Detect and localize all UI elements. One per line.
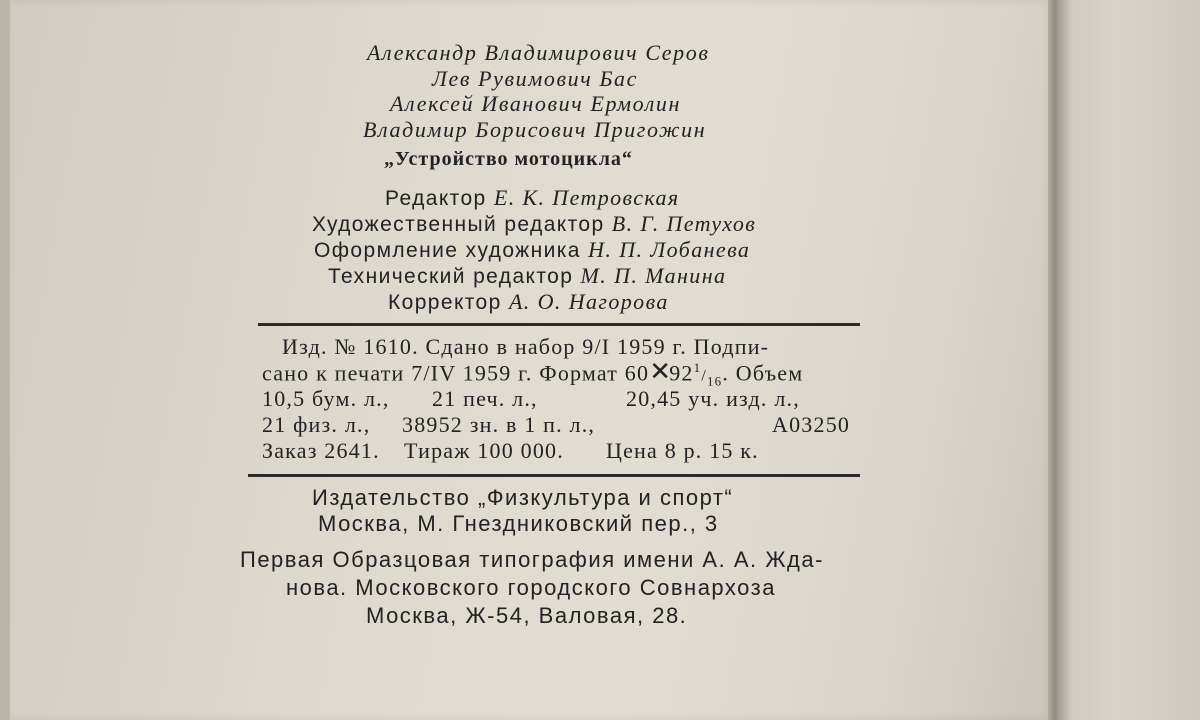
imprint-line: сано к печати 7/IV 1959 г. Формат $60✕92^1/_{16}$. Объем <box>262 357 804 389</box>
printer-address: Москва, Ж-54, Валовая, 28. <box>366 603 688 628</box>
book-title: „Устройство мотоцикла“ <box>384 148 633 170</box>
credit-name: Е. К. Петровская <box>493 185 680 210</box>
divider-rule <box>258 323 860 326</box>
imprint-cell: 21 физ. л., <box>262 412 371 437</box>
credit-line <box>314 237 750 263</box>
imprint-line <box>262 438 759 464</box>
credit-role: Технический редактор <box>328 265 574 288</box>
credit-name: А. О. Нагорова <box>508 289 669 314</box>
printer-line: Первая Образцовая типография имени А. А. Жда- <box>240 547 824 572</box>
imprint-text: . Объем <box>722 360 804 386</box>
fraction-denominator: 16 <box>706 373 723 389</box>
imprint-cell: Заказ 2641. <box>262 438 380 463</box>
publisher-name: Издательство „Физкультура и спорт“ <box>312 485 734 510</box>
credit-role: Оформление художника <box>314 239 581 262</box>
imprint-cell: 21 печ. л., <box>432 386 538 411</box>
author-line: Лев Рувимович Бас <box>432 66 638 91</box>
imprint-line: Изд. № 1610. Сдано в набор 9/I 1959 г. Подпи- <box>282 334 770 359</box>
credit-role: Редактор <box>385 187 487 210</box>
credit-line <box>385 185 680 211</box>
facing-page <box>1060 0 1200 720</box>
author-line: Алексей Иванович Ермолин <box>390 91 682 116</box>
imprint-cell: 10,5 бум. л., <box>262 386 390 411</box>
divider-rule <box>248 474 860 477</box>
imprint-line <box>262 412 850 438</box>
credit-line <box>388 289 669 315</box>
imprint-text: 92 <box>669 360 694 386</box>
multiply-icon: ✕ <box>649 357 673 387</box>
author-line: Александр Владимирович Серов <box>367 40 710 65</box>
imprint-cell: Тираж 100 000. <box>404 438 564 463</box>
credit-role: Художественный редактор <box>312 213 605 236</box>
publisher-address: Москва, М. Гнездниковский пер., 3 <box>318 511 719 536</box>
credit-name: М. П. Манина <box>580 263 727 288</box>
imprint-cell: 20,45 уч. изд. л., <box>626 386 800 411</box>
credit-line <box>328 263 726 289</box>
fraction-numerator: 1 <box>693 360 702 375</box>
imprint-text: сано к печати 7/IV 1959 г. Формат 60 <box>262 360 650 386</box>
credit-name: В. Г. Петухов <box>611 211 757 236</box>
credit-role: Корректор <box>388 291 502 314</box>
imprint-cell: Цена 8 р. 15 к. <box>606 438 759 463</box>
imprint-line <box>262 386 800 412</box>
credit-name: Н. П. Лобанева <box>588 237 751 262</box>
printer-line: нова. Московского городского Совнархоза <box>286 575 776 600</box>
author-line: Владимир Борисович Пригожин <box>363 117 707 142</box>
credit-line <box>312 211 756 237</box>
imprint-cell: 38952 зн. в 1 п. л., <box>402 412 596 437</box>
imprint-cell: А03250 <box>772 412 851 437</box>
